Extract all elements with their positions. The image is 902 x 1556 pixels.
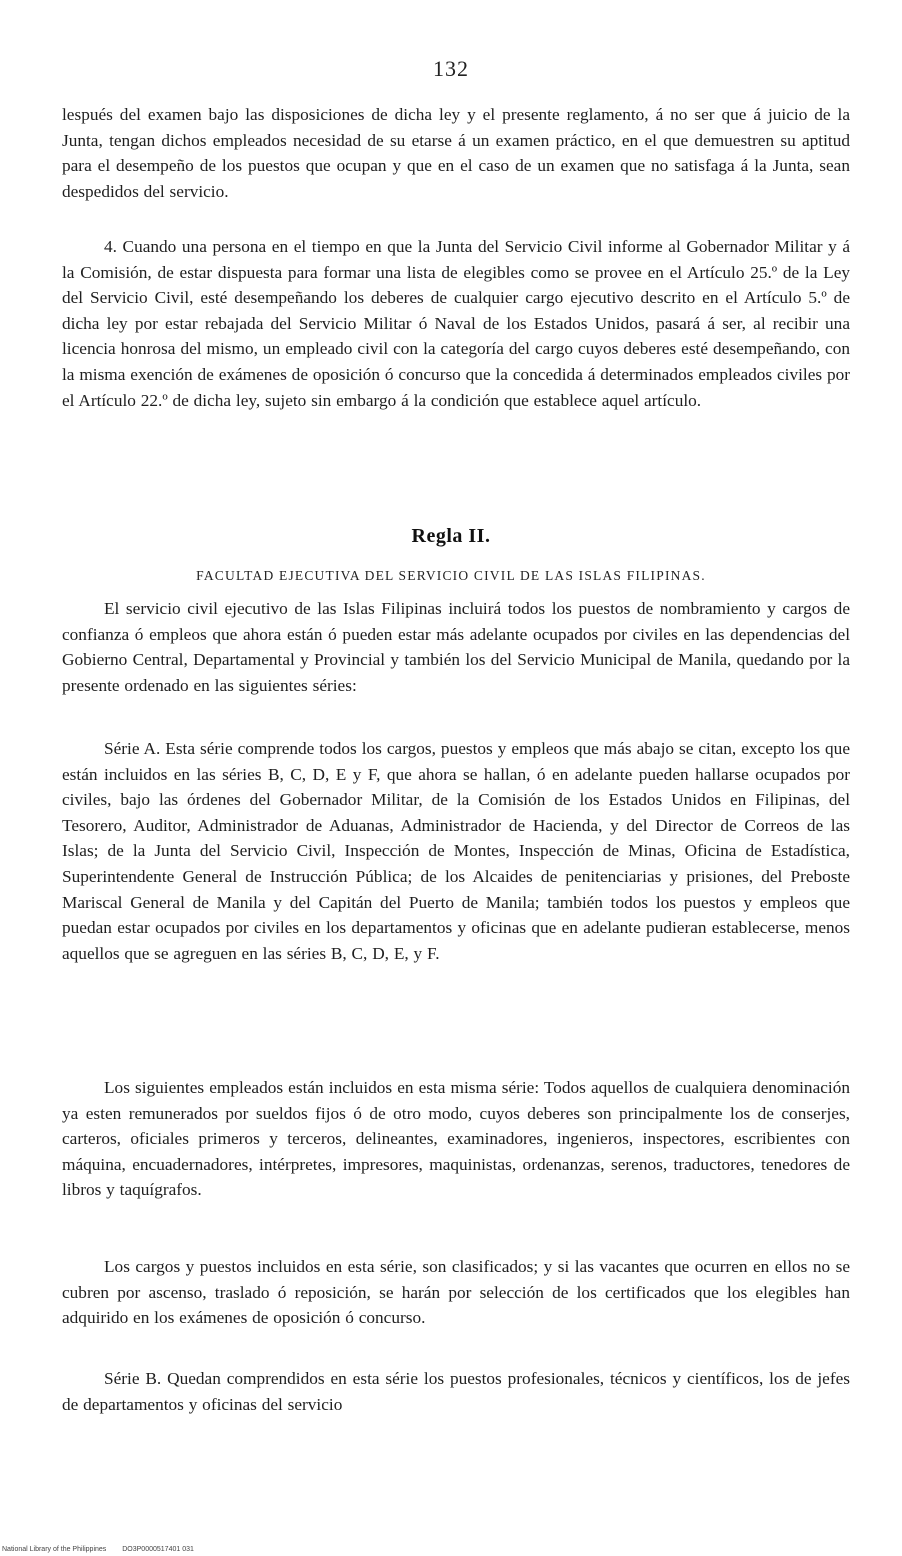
- paragraph-serie-b: [62, 1366, 850, 1417]
- paragraph-text: Série A. Esta série comprende todos los cargos, puestos y empleos que más abajo se citan, excepto los que están incluidos en las séries B, C, D, E y F, que ahora se hallan, ó en adelante pueden hallarse ocupados por civiles, bajo las órdenes del Gobernador Militar, de la Comisión de los Estados Unidos en Filipinas, del Tesorero, Auditor, Administrador de Aduanas, Administrador de Hacienda, y del Director de Correos de las Islas; de la Junta del Servicio Civil, Inspección de Montes, Inspección de Minas, Oficina de Estadística, Superintendente General de Instrucción Pública; de los Alcaides de penitenciarias y prisiones, del Preboste Mariscal General de Manila y del Capitán del Puerto de Manila; también todos los puestos y empleos que puedan estar ocupados por civiles en los departamentos y oficinas que en adelante pudieran establecerse, menos aquellos que se agreguen en las séries B, C, D, E, y F.: [62, 739, 850, 963]
- paragraph-intro: [62, 596, 850, 698]
- paragraph-text: lespués del examen bajo las disposiciones de dicha ley y el presente reglamento, á no ser que á juicio de la Junta, tengan dichos empleados necesidad de su etarse á un examen práctico, en el que demuestren su aptitud para el desempeño de los puestos que ocupan y que en el caso de un examen que no satisfaga á la Junta, sean despedidos del servicio.: [62, 105, 850, 201]
- paragraph-text: Los siguientes empleados están incluidos en esta misma série: Todos aquellos de cualquiera denominación ya esten remunerados por sueldos fijos ó de otro modo, cuyos deberes son principalmente los de conserjes, carteros, oficiales primeros y terceros, delineantes, examinadores, ingenieros, inspectores, escribientes con máquina, encuadernadores, intérpretes, impresores, maquinistas, ordenanzas, serenos, traductores, tenedores de libros y taquígrafos.: [62, 1078, 850, 1200]
- footer-code: DO3P0000517401 031: [122, 1546, 194, 1553]
- paragraph-empleados: [62, 1075, 850, 1203]
- page-number: 132: [433, 56, 469, 81]
- footer-library: National Library of the Philippines: [2, 1546, 107, 1553]
- section-heading: Regla II.: [411, 525, 491, 547]
- paragraph-text: El servicio civil ejecutivo de las Islas Filipinas incluirá todos los puestos de nombramiento y cargos de confianza ó empleos que ahora están ó pueden estar más adelante ocupados por civiles en las dependencias del Gobierno Central, Departamental y Provincial y también los del Servicio Municipal de Manila, quedando por la presente ordenado en las siguientes séries:: [62, 599, 850, 695]
- paragraph-text: Série B. Quedan comprendidos en esta série los puestos profesionales, técnicos y científicos, los de jefes de departamentos y oficinas del servicio: [62, 1369, 850, 1414]
- scan-footer: [2, 1546, 208, 1553]
- paragraph-serie-a: [62, 736, 850, 966]
- paragraph-item-4: [62, 234, 850, 413]
- paragraph-cargos: [62, 1254, 850, 1331]
- paragraph-text: 4. Cuando una persona en el tiempo en que la Junta del Servicio Civil informe al Gobernador Militar y á la Comisión, de estar dispuesta para formar una lista de elegibles como se provee en el Artículo 25.º de la Ley del Servicio Civil, esté desempeñando los deberes de cualquier cargo ejecutivo descrito en el Artículo 5.º de dicha ley por estar rebajada del Servicio Militar ó Naval de los Estados Unidos, pasará á ser, al recibir una licencia honrosa del mismo, un empleado civil con la categoría del cargo cuyos deberes esté desempeñando, con la misma exención de exámenes de oposición ó concurso que la concedida á determinados empleados civiles por el Artículo 22.º de dicha ley, sujeto sin embargo á la condición que establece aquel artículo.: [62, 237, 850, 410]
- paragraph-text: Los cargos y puestos incluidos en esta série, son clasificados; y si las vacantes que ocurren en ellos no se cubren por ascenso, traslado ó reposición, se harán por selección de los certificados que los elegibles han adquirido en los exámenes de oposición ó concurso.: [62, 1257, 850, 1328]
- section-subheading: FACULTAD EJECUTIVA DEL SERVICIO CIVIL DE LAS ISLAS FILIPINAS.: [196, 568, 706, 583]
- paragraph-continuation: [62, 102, 850, 204]
